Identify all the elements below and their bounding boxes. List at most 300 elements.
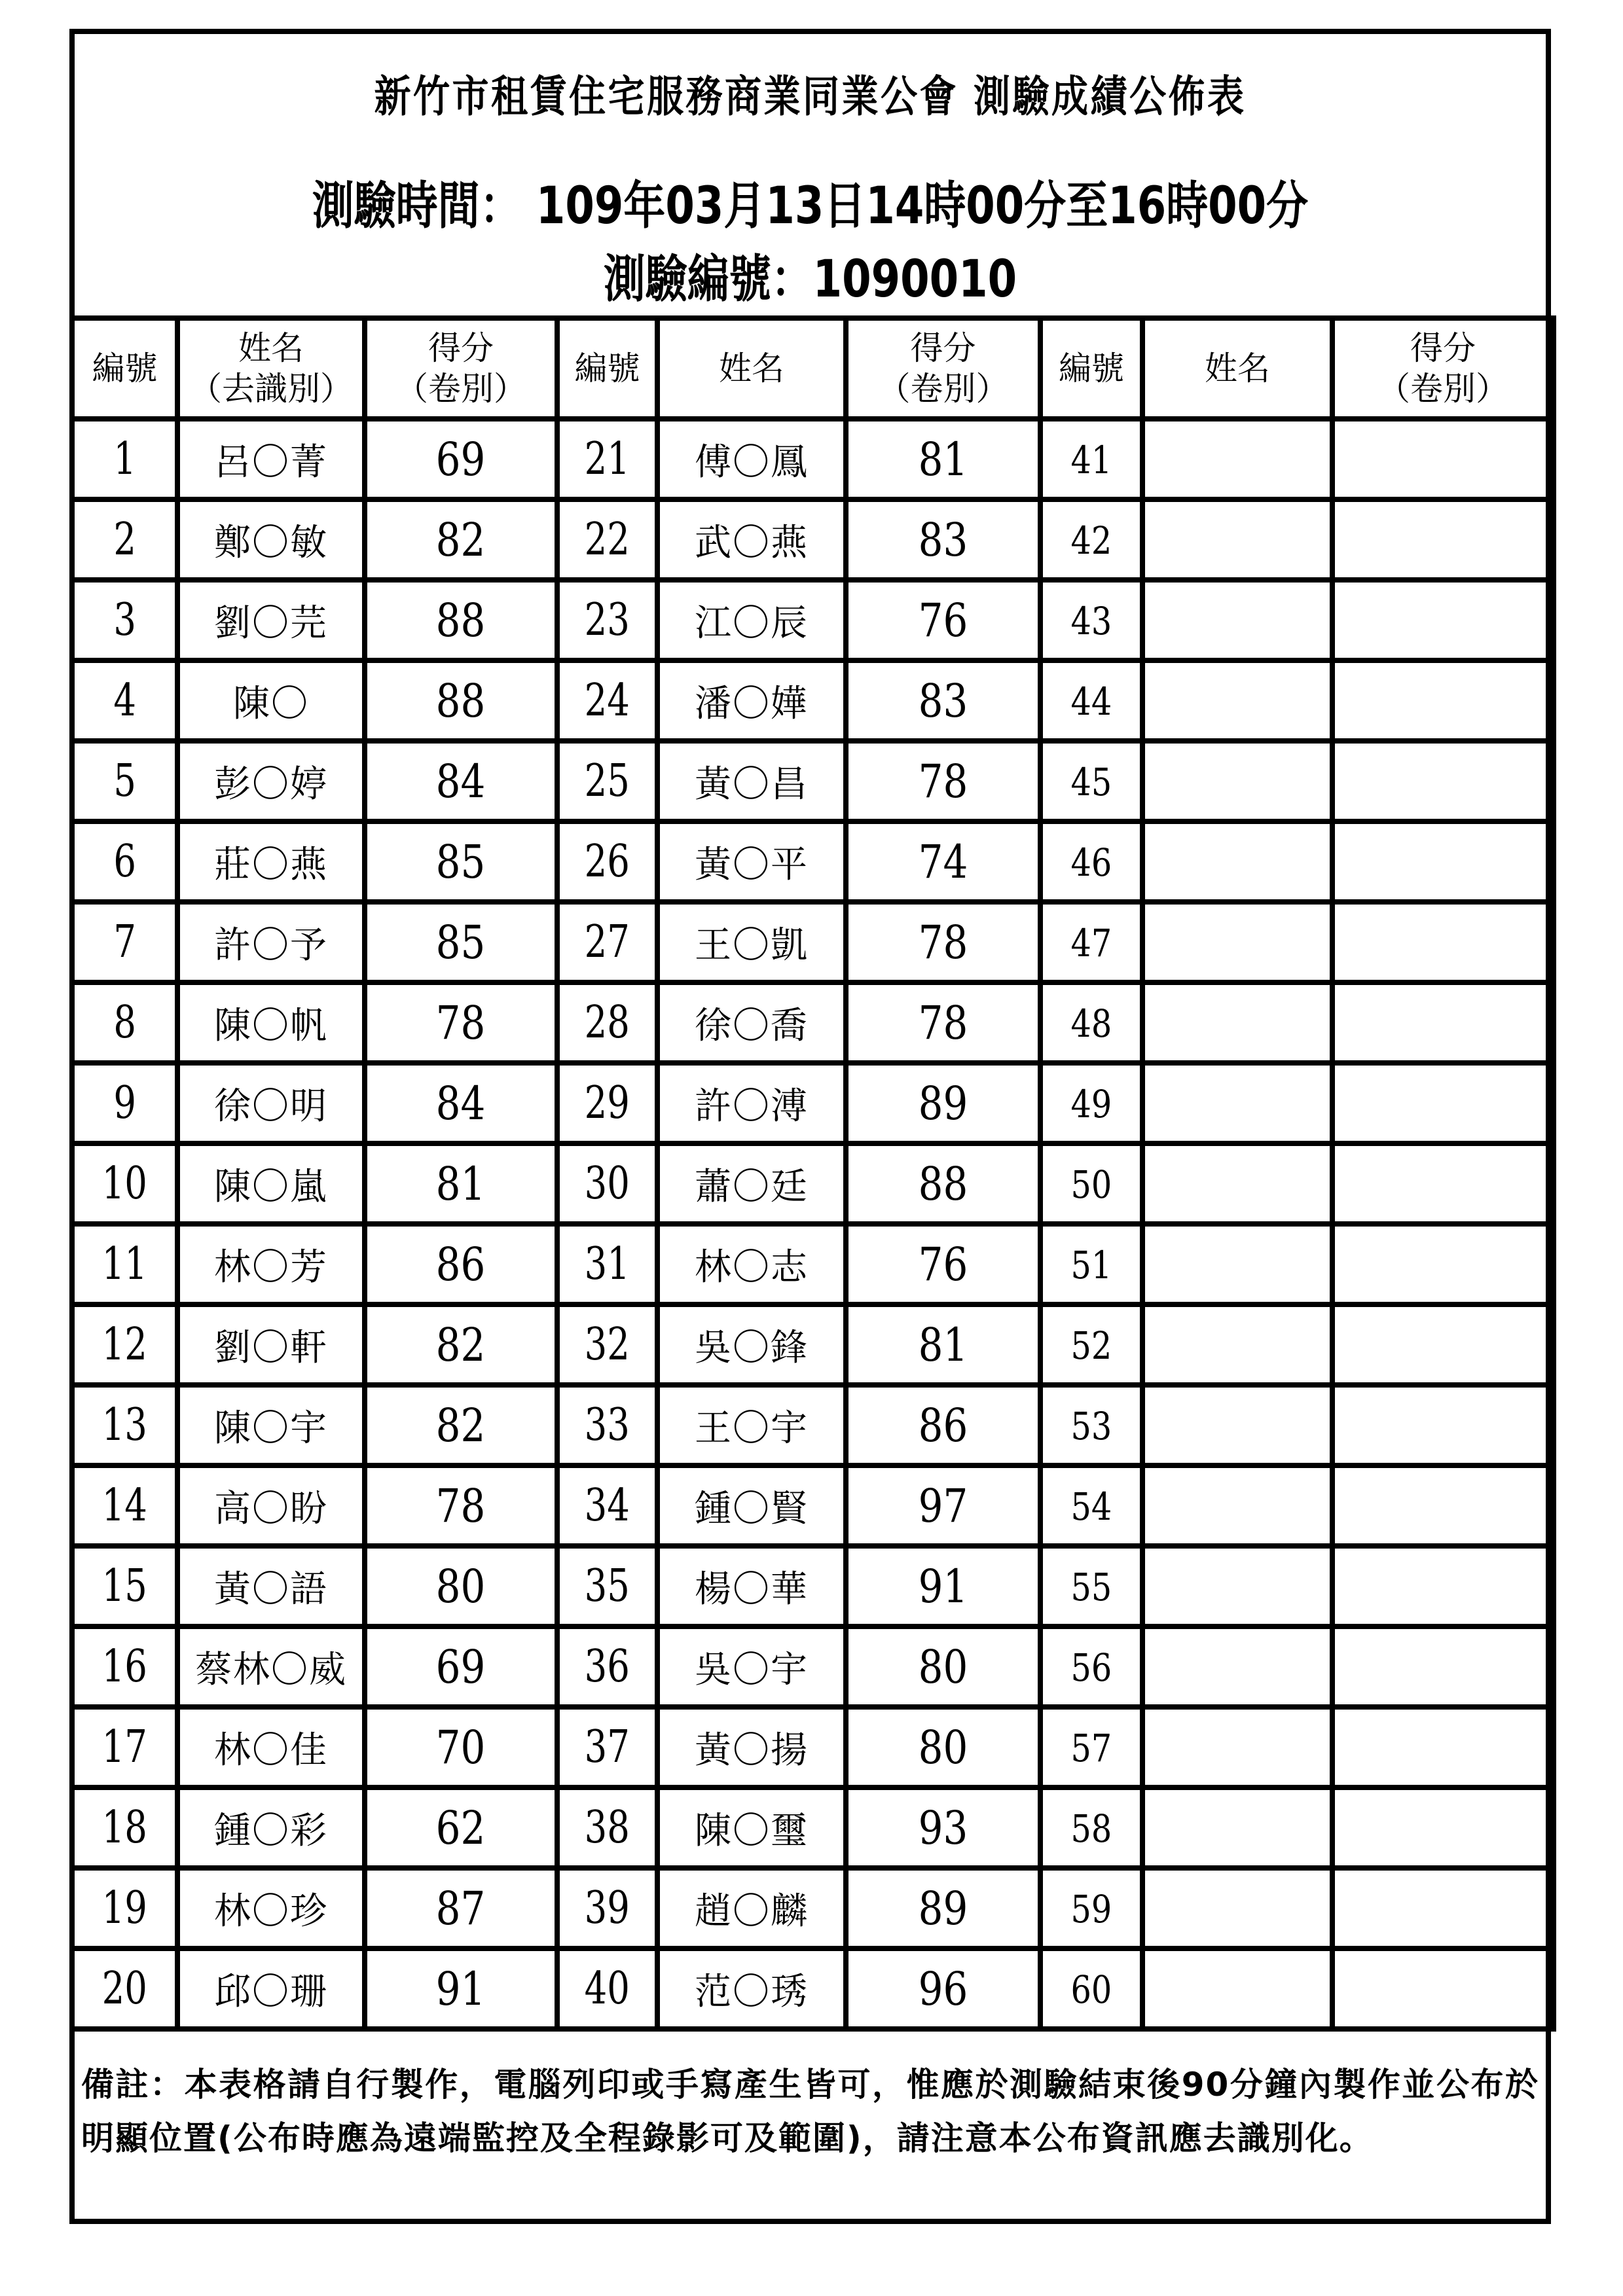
table-row — [72, 1868, 1554, 1948]
entry-id: 39 — [584, 1882, 630, 1934]
entry-score: 80 — [918, 1640, 968, 1694]
table-row — [72, 821, 1554, 902]
table-row — [72, 741, 1554, 821]
entry-score-cell — [365, 1787, 557, 1868]
col-header-name-3: 姓名 — [1142, 318, 1332, 419]
table-row — [72, 902, 1554, 982]
entry-name: 武〇燕 — [695, 521, 809, 564]
entry-id: 60 — [1070, 1967, 1112, 2012]
entry-name-cell — [177, 1948, 365, 2029]
entry-id: 3 — [113, 594, 136, 646]
entry-id-cell — [1040, 1787, 1142, 1868]
entry-name-cell — [657, 580, 846, 660]
entry-id: 5 — [113, 755, 136, 807]
entry-score-cell — [1332, 1787, 1554, 1868]
entry-score-cell — [1332, 499, 1554, 580]
entry-score: 82 — [436, 512, 486, 567]
entry-score: 78 — [918, 915, 968, 969]
entry-name: 邱〇珊 — [214, 1970, 328, 2013]
entry-name-cell — [1142, 1143, 1332, 1224]
entry-id-cell — [557, 1465, 657, 1546]
entry-id: 36 — [584, 1641, 630, 1693]
entry-id: 35 — [584, 1560, 630, 1612]
entry-id: 55 — [1070, 1564, 1112, 1609]
entry-name-cell — [657, 1304, 846, 1385]
entry-id: 42 — [1070, 518, 1112, 563]
entry-score-cell — [1332, 1143, 1554, 1224]
entry-name-cell — [1142, 741, 1332, 821]
entry-score: 93 — [918, 1801, 968, 1855]
entry-name: 鄭〇敏 — [214, 521, 328, 564]
entry-name: 傅〇鳳 — [695, 440, 809, 484]
entry-name-cell — [1142, 1626, 1332, 1707]
col-header-name-1: 姓名 （去識別） — [177, 318, 365, 419]
entry-score: 89 — [918, 1076, 968, 1130]
entry-name-cell — [177, 1546, 365, 1626]
table-row — [72, 660, 1554, 741]
entry-score-cell — [1332, 1546, 1554, 1626]
header-row — [72, 318, 1554, 419]
exam-time-value: 109年03月13日14時00分至16時00分 — [536, 177, 1309, 236]
entry-score-cell — [365, 660, 557, 741]
entry-score-cell — [1332, 1063, 1554, 1143]
entry-name-cell — [177, 499, 365, 580]
entry-id: 27 — [584, 916, 630, 968]
entry-id: 31 — [584, 1238, 630, 1290]
col-header-score-3: 得分 （卷別） — [1332, 318, 1554, 419]
entry-score-cell — [365, 741, 557, 821]
entry-id-cell — [1040, 1143, 1142, 1224]
entry-id: 4 — [113, 675, 136, 726]
col-header-id-3: 編號 — [1040, 318, 1142, 419]
entry-id-cell — [557, 1224, 657, 1304]
entry-score: 83 — [918, 512, 968, 567]
entry-name-cell — [657, 419, 846, 499]
entry-id: 54 — [1070, 1484, 1112, 1529]
entry-score-cell — [1332, 1465, 1554, 1546]
entry-id-cell — [557, 660, 657, 741]
entry-name-cell — [657, 1465, 846, 1546]
entry-score-cell — [1332, 1868, 1554, 1948]
entry-id: 23 — [584, 594, 630, 646]
entry-score-cell — [365, 1385, 557, 1465]
entry-name: 陳〇嵐 — [214, 1165, 328, 1208]
entry-name: 黃〇語 — [214, 1568, 328, 1611]
entry-score: 74 — [918, 834, 968, 889]
entry-id: 2 — [113, 514, 136, 565]
exam-time — [207, 165, 1413, 238]
entry-id: 50 — [1070, 1162, 1112, 1207]
entry-id-cell — [557, 982, 657, 1063]
entry-name: 楊〇華 — [695, 1568, 809, 1611]
entry-score-cell — [846, 1707, 1040, 1787]
entry-id-cell — [1040, 1626, 1142, 1707]
entry-id: 21 — [584, 433, 630, 485]
entry-name-cell — [1142, 1063, 1332, 1143]
entry-name-cell — [657, 1626, 846, 1707]
entry-name-cell — [177, 419, 365, 499]
entry-score-cell — [1332, 660, 1554, 741]
entry-score-cell — [365, 1143, 557, 1224]
entry-id-cell — [72, 902, 177, 982]
entry-name: 徐〇明 — [214, 1085, 328, 1128]
entry-name-cell — [1142, 1224, 1332, 1304]
entry-name: 林〇佳 — [214, 1729, 328, 1772]
entry-id-cell — [1040, 1546, 1142, 1626]
entry-score: 91 — [436, 1962, 486, 2016]
entry-id: 11 — [101, 1238, 148, 1290]
table-row — [72, 1385, 1554, 1465]
entry-id: 1 — [113, 433, 136, 485]
entry-name-cell — [1142, 982, 1332, 1063]
exam-id-value: 1090010 — [812, 250, 1017, 309]
entry-name-cell — [177, 1304, 365, 1385]
entry-name: 吳〇鋒 — [695, 1326, 809, 1369]
entry-name: 莊〇燕 — [214, 843, 328, 886]
entry-name: 劉〇軒 — [214, 1326, 328, 1369]
entry-id: 34 — [584, 1480, 630, 1532]
entry-score-cell — [846, 1385, 1040, 1465]
entry-id-cell — [72, 1948, 177, 2029]
entry-score-cell — [846, 419, 1040, 499]
entry-score: 82 — [436, 1398, 486, 1452]
entry-score-cell — [365, 1063, 557, 1143]
table-row — [72, 1465, 1554, 1546]
table-row — [72, 1787, 1554, 1868]
entry-score: 70 — [436, 1720, 486, 1774]
entry-name-cell — [1142, 499, 1332, 580]
entry-id-cell — [1040, 580, 1142, 660]
table-row — [72, 419, 1554, 499]
entry-id-cell — [557, 1626, 657, 1707]
entry-id: 25 — [584, 755, 630, 807]
entry-score-cell — [365, 821, 557, 902]
entry-score-cell — [846, 1948, 1040, 2029]
table-row — [72, 1626, 1554, 1707]
entry-id-cell — [1040, 660, 1142, 741]
entry-score: 80 — [918, 1720, 968, 1774]
entry-id: 53 — [1070, 1403, 1112, 1448]
entry-id: 10 — [101, 1158, 148, 1210]
entry-name: 潘〇嬅 — [695, 682, 809, 725]
entry-id: 6 — [113, 836, 136, 888]
entry-name-cell — [657, 1707, 846, 1787]
table-row — [72, 1143, 1554, 1224]
entry-score-cell — [846, 902, 1040, 982]
table-row — [72, 1546, 1554, 1626]
entry-score: 76 — [918, 593, 968, 647]
entry-score-cell — [1332, 1304, 1554, 1385]
entry-name-cell — [177, 1787, 365, 1868]
entry-id: 37 — [584, 1721, 630, 1773]
entry-id-cell — [1040, 1707, 1142, 1787]
entry-name-cell — [1142, 1546, 1332, 1626]
entry-id: 29 — [584, 1077, 630, 1129]
entry-score-cell — [846, 1626, 1040, 1707]
entry-score: 97 — [918, 1479, 968, 1533]
footer-note: 備註：本表格請自行製作，電腦列印或手寫產生皆可，惟應於測驗結束後90分鐘內製作並公布於明顯位置(公布時應為遠端監控及全程錄影可及範圍)，請注意本公布資訊應去識別化。 — [81, 2066, 1539, 2157]
entry-id-cell — [72, 741, 177, 821]
entry-name-cell — [177, 1868, 365, 1948]
entry-id-cell — [557, 580, 657, 660]
table-row — [72, 1707, 1554, 1787]
entry-id-cell — [557, 741, 657, 821]
entry-id-cell — [557, 1385, 657, 1465]
entry-score-cell — [365, 1224, 557, 1304]
entry-score: 69 — [436, 1640, 486, 1694]
entry-name: 趙〇麟 — [695, 1890, 809, 1933]
entry-name-cell — [1142, 419, 1332, 499]
entry-score-cell — [365, 1868, 557, 1948]
entry-id-cell — [557, 821, 657, 902]
entry-name-cell — [1142, 1465, 1332, 1546]
entry-id: 20 — [101, 1963, 148, 2015]
entry-score-cell — [846, 1465, 1040, 1546]
entry-id: 17 — [101, 1721, 148, 1773]
entry-score: 81 — [436, 1157, 486, 1211]
entry-id: 8 — [113, 997, 136, 1049]
entry-score: 80 — [436, 1559, 486, 1613]
entry-id: 16 — [101, 1641, 148, 1693]
table-row — [72, 1304, 1554, 1385]
entry-score-cell — [365, 1546, 557, 1626]
entry-id: 43 — [1070, 598, 1112, 643]
entry-id: 56 — [1070, 1645, 1112, 1690]
entry-id: 28 — [584, 997, 630, 1049]
entry-id-cell — [72, 1385, 177, 1465]
entry-name: 徐〇喬 — [695, 1004, 809, 1047]
entry-score: 89 — [918, 1881, 968, 1935]
exam-time-label: 測驗時間： — [312, 177, 522, 236]
entry-id-cell — [72, 660, 177, 741]
entry-name-cell — [1142, 660, 1332, 741]
entry-id: 14 — [101, 1480, 148, 1532]
entry-score: 83 — [918, 673, 968, 728]
entry-score: 96 — [918, 1962, 968, 2016]
entry-id: 38 — [584, 1802, 630, 1854]
entry-name: 陳〇帆 — [214, 1004, 328, 1047]
entry-score-cell — [1332, 741, 1554, 821]
entry-id-cell — [72, 499, 177, 580]
entry-score-cell — [1332, 580, 1554, 660]
entry-name-cell — [1142, 1948, 1332, 2029]
entry-id-cell — [1040, 1063, 1142, 1143]
table-row — [72, 1063, 1554, 1143]
entry-score: 88 — [436, 593, 486, 647]
entry-id-cell — [72, 1304, 177, 1385]
table-row — [72, 1224, 1554, 1304]
entry-name-cell — [1142, 580, 1332, 660]
entry-score-cell — [1332, 821, 1554, 902]
entry-id-cell — [1040, 1868, 1142, 1948]
entry-name: 江〇辰 — [695, 601, 809, 645]
entry-score: 86 — [436, 1237, 486, 1291]
entry-name-cell — [1142, 902, 1332, 982]
entry-id: 9 — [113, 1077, 136, 1129]
entry-id-cell — [557, 1948, 657, 2029]
entry-score: 78 — [436, 996, 486, 1050]
entry-name: 林〇珍 — [214, 1890, 328, 1933]
entry-score: 85 — [436, 834, 486, 889]
entry-id-cell — [72, 1063, 177, 1143]
entry-name: 蔡林〇威 — [195, 1648, 347, 1691]
entry-score: 62 — [436, 1801, 486, 1855]
entry-name-cell — [177, 1143, 365, 1224]
entry-id: 47 — [1070, 920, 1112, 965]
entry-score-cell — [365, 1707, 557, 1787]
entry-score: 69 — [436, 432, 486, 486]
entry-id-cell — [1040, 419, 1142, 499]
col-header-id-1: 編號 — [72, 318, 177, 419]
entry-id-cell — [1040, 821, 1142, 902]
entry-score-cell — [846, 660, 1040, 741]
entry-name-cell — [657, 1787, 846, 1868]
entry-score-cell — [1332, 1224, 1554, 1304]
entry-id: 22 — [584, 514, 630, 565]
entry-name-cell — [657, 741, 846, 821]
entry-name-cell — [657, 1385, 846, 1465]
entry-name-cell — [177, 1063, 365, 1143]
entry-id: 12 — [101, 1319, 148, 1371]
entry-score: 81 — [918, 1318, 968, 1372]
entry-score-cell — [846, 1546, 1040, 1626]
entry-id-cell — [72, 1465, 177, 1546]
entry-name-cell — [177, 1385, 365, 1465]
entry-id-cell — [1040, 1465, 1142, 1546]
entry-name: 黃〇平 — [695, 843, 809, 886]
entry-score: 88 — [918, 1157, 968, 1211]
entry-id: 58 — [1070, 1806, 1112, 1851]
entry-name: 林〇芳 — [214, 1246, 328, 1289]
entry-id-cell — [1040, 741, 1142, 821]
entry-id: 49 — [1070, 1081, 1112, 1126]
exam-id — [207, 238, 1413, 312]
entry-name-cell — [1142, 821, 1332, 902]
entry-score-cell — [846, 741, 1040, 821]
scores-table — [69, 315, 1556, 2032]
entry-id-cell — [557, 499, 657, 580]
entry-id: 32 — [584, 1319, 630, 1371]
exam-id-label: 測驗編號： — [603, 250, 813, 309]
col-header-id-2: 編號 — [557, 318, 657, 419]
entry-id-cell — [72, 1868, 177, 1948]
entry-name: 呂〇菁 — [214, 440, 328, 484]
entry-name-cell — [657, 1143, 846, 1224]
entry-id-cell — [557, 1868, 657, 1948]
entry-id-cell — [1040, 1304, 1142, 1385]
entry-id-cell — [557, 1707, 657, 1787]
entry-name-cell — [177, 982, 365, 1063]
table-row — [72, 499, 1554, 580]
entry-score-cell — [846, 1143, 1040, 1224]
entry-score-cell — [846, 821, 1040, 902]
entry-score-cell — [365, 1304, 557, 1385]
entry-score-cell — [1332, 419, 1554, 499]
entry-name-cell — [177, 660, 365, 741]
entry-id-cell — [1040, 902, 1142, 982]
entry-name: 許〇予 — [214, 924, 328, 967]
entry-score-cell — [846, 1063, 1040, 1143]
entry-id-cell — [557, 1304, 657, 1385]
entry-id-cell — [72, 1707, 177, 1787]
entry-name-cell — [177, 902, 365, 982]
entry-name: 劉〇芫 — [214, 601, 328, 645]
entry-score-cell — [365, 1465, 557, 1546]
entry-id: 44 — [1070, 679, 1112, 724]
entry-name-cell — [177, 821, 365, 902]
entry-name: 吳〇宇 — [695, 1648, 809, 1691]
title-block — [75, 34, 1546, 315]
entry-id: 40 — [584, 1963, 630, 2015]
entry-id-cell — [557, 902, 657, 982]
entry-name: 高〇盼 — [214, 1487, 328, 1530]
entry-id: 45 — [1070, 759, 1112, 804]
entry-name: 范〇琇 — [695, 1970, 809, 2013]
entry-id-cell — [1040, 1385, 1142, 1465]
entry-score-cell — [365, 499, 557, 580]
entry-score-cell — [846, 499, 1040, 580]
entry-score: 82 — [436, 1318, 486, 1372]
entry-id-cell — [1040, 499, 1142, 580]
entry-name-cell — [1142, 1707, 1332, 1787]
entry-id: 33 — [584, 1399, 630, 1451]
table-row — [72, 580, 1554, 660]
entry-id: 30 — [584, 1158, 630, 1210]
entry-name-cell — [657, 499, 846, 580]
entry-score-cell — [365, 982, 557, 1063]
entry-score-cell — [365, 1948, 557, 2029]
entry-id: 7 — [113, 916, 136, 968]
entry-id-cell — [557, 1546, 657, 1626]
entry-id-cell — [72, 982, 177, 1063]
entry-id: 59 — [1070, 1886, 1112, 1931]
entry-name-cell — [177, 1224, 365, 1304]
table-row — [72, 982, 1554, 1063]
entry-name-cell — [657, 1546, 846, 1626]
entry-name: 許〇溥 — [695, 1085, 809, 1128]
entry-score-cell — [1332, 982, 1554, 1063]
entry-name-cell — [657, 660, 846, 741]
entry-id-cell — [72, 1546, 177, 1626]
entry-id: 15 — [101, 1560, 148, 1612]
entry-score: 84 — [436, 754, 486, 808]
entry-score-cell — [846, 1304, 1040, 1385]
entry-name-cell — [177, 1626, 365, 1707]
entry-name: 黃〇揚 — [695, 1729, 809, 1772]
entry-name-cell — [657, 1063, 846, 1143]
entry-name: 王〇宇 — [695, 1407, 809, 1450]
entry-id: 51 — [1070, 1242, 1112, 1287]
entry-id: 41 — [1070, 437, 1112, 482]
entry-name-cell — [657, 1868, 846, 1948]
entry-id-cell — [557, 419, 657, 499]
entry-id-cell — [1040, 982, 1142, 1063]
entry-score-cell — [846, 1868, 1040, 1948]
entry-id-cell — [72, 1787, 177, 1868]
entry-id-cell — [72, 1224, 177, 1304]
entry-id-cell — [72, 580, 177, 660]
entry-id-cell — [1040, 1224, 1142, 1304]
entry-score: 78 — [436, 1479, 486, 1533]
entry-score-cell — [846, 1787, 1040, 1868]
entry-id: 24 — [584, 675, 630, 726]
col-header-score-1: 得分 （卷別） — [365, 318, 557, 419]
entry-score-cell — [365, 1626, 557, 1707]
entry-score-cell — [846, 580, 1040, 660]
entry-name-cell — [1142, 1787, 1332, 1868]
entry-id-cell — [557, 1063, 657, 1143]
entry-id: 48 — [1070, 1001, 1112, 1046]
